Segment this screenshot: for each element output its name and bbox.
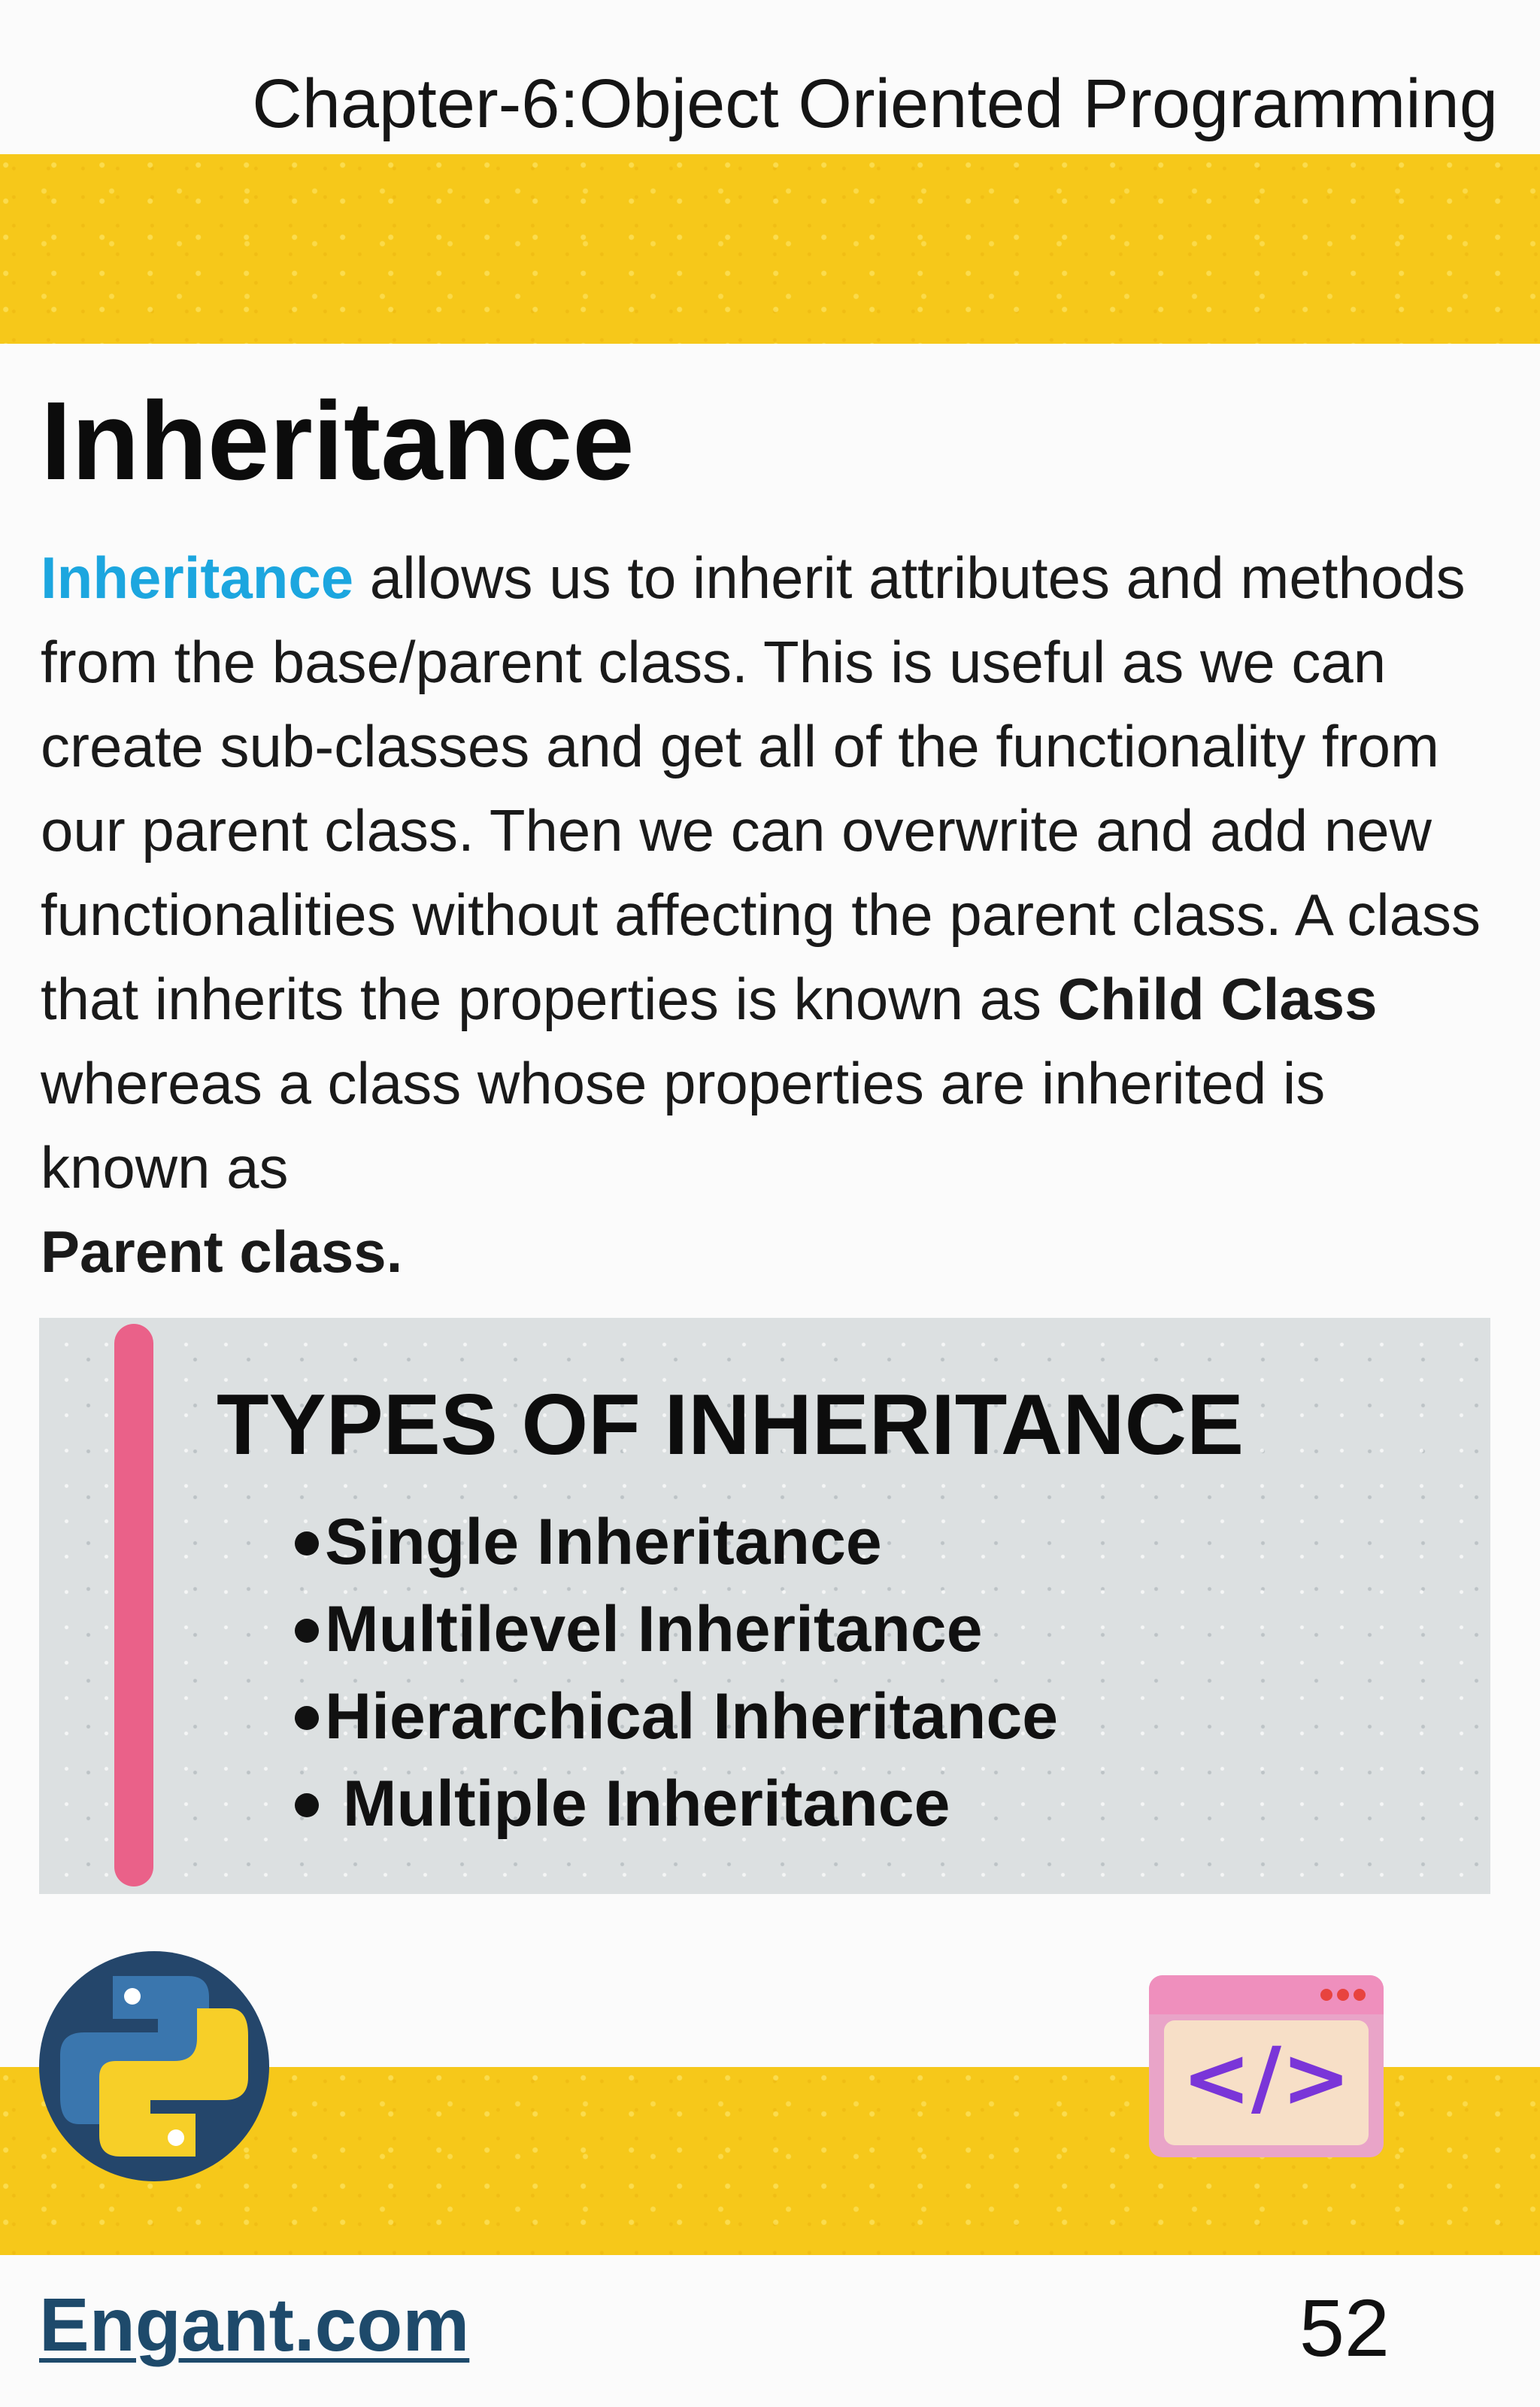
types-of-inheritance-box [39,1318,1490,1894]
type-label: Single Inheritance [325,1506,882,1578]
site-link[interactable]: Engant.com [39,2283,470,2367]
chapter-title: Chapter-6:Object Oriented Programming [252,65,1498,142]
page-number: 52 [1299,2282,1390,2373]
intro-paragraph [41,536,1499,1294]
types-title: TYPES OF INHERITANCE [217,1377,1244,1473]
type-hierarchical [220,1673,1058,1760]
bullet-icon [295,1706,319,1730]
types-list [220,1498,1058,1847]
top-yellow-band [0,154,1540,344]
parent-class-term: Parent class. [41,1219,403,1285]
page-heading: Inheritance [41,379,635,503]
intro-text: allows us to inherit attributes and methods from the base/parent class. This is useful as we can create sub-classes and get all of the functionality from our parent class. Then we can overwrite and add new functionalities without affecting the parent class. A class that inherits the properties is known as [41,545,1481,1032]
python-logo-icon [38,1950,271,2183]
type-single [220,1498,1058,1586]
type-multiple [220,1760,1058,1847]
code-window-icon [1146,1972,1387,2160]
inheritance-keyword: Inheritance [41,545,354,611]
mid-text: whereas a class whose properties are inherited is known as [41,1050,1326,1200]
type-label: Hierarchical Inheritance [325,1680,1059,1753]
bullet-icon [295,1619,319,1643]
type-multilevel [220,1586,1058,1673]
code-symbol: </> [1181,2029,1351,2126]
type-label: Multilevel Inheritance [325,1593,983,1665]
child-class-term: Child Class [1057,966,1378,1032]
bullet-icon [295,1531,319,1556]
accent-bar [114,1324,153,1886]
type-label: Multiple Inheritance [325,1768,950,1840]
bullet-icon [295,1793,319,1817]
